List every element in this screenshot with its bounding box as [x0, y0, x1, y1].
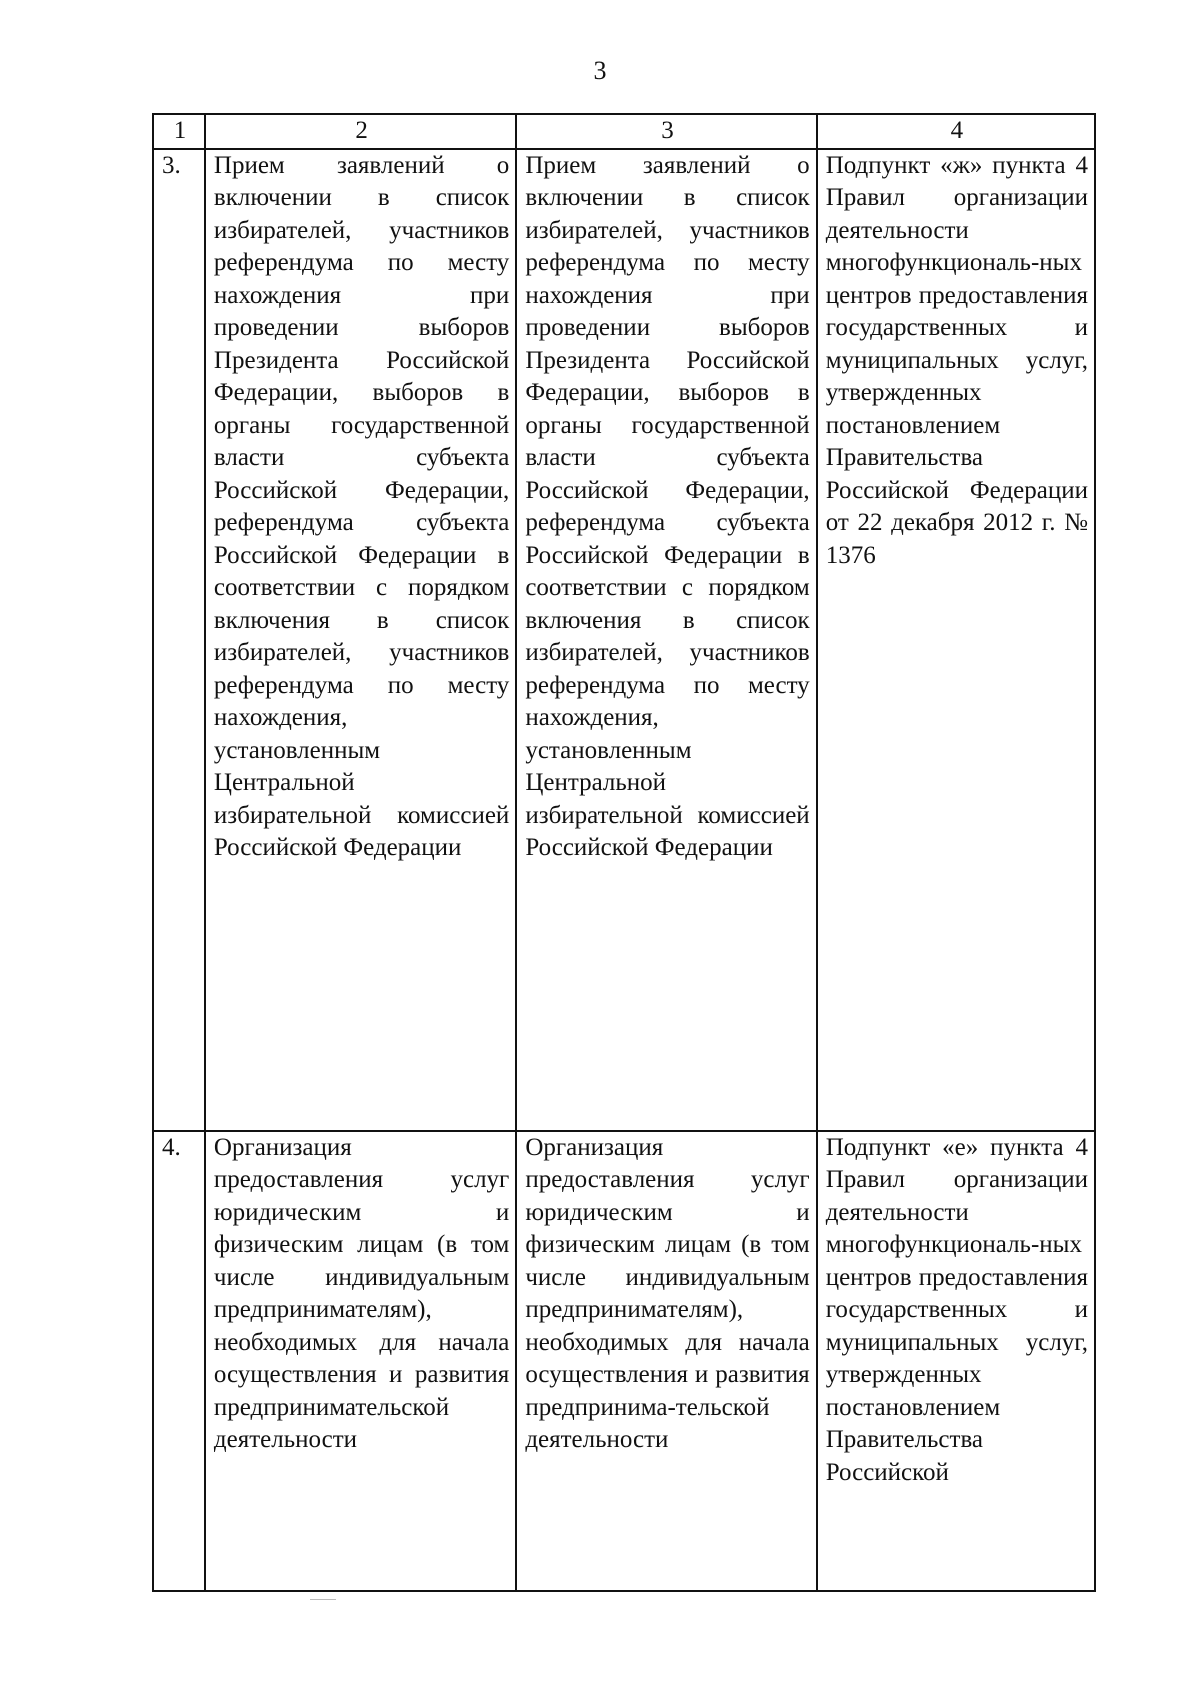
service-name-cell: Прием заявлений о включении в список избирателей, участников референдума по месту нахождения при проведении выборов Президента Российской Федерации, выборов в органы государственной власти субъекта Российской Федерации, референдума субъекта Российской Федерации в соответствии с порядком включения в список избирателей, участников референдума по месту нахождения, установленным Центральной избирательной комиссией Российской Федерации	[205, 149, 516, 1131]
legal-basis-cell: Подпункт «ж» пункта 4 Правил организации деятельности многофункциональ-ных центров предоставления государственных и муниципальных услуг, утвержденных постановлением Правительства Российской Федерации от 22 декабря 2012 г. № 1376	[817, 149, 1095, 1131]
row-number: 4.	[153, 1131, 205, 1591]
header-col-2: 2	[205, 114, 516, 149]
service-description-cell: Организация предоставления услуг юридическим и физическим лицам (в том числе индивидуальным предпринимателям), необходимых для начала осуществления и развития предпринима-тельской деятельности	[516, 1131, 816, 1591]
table-header-row	[153, 114, 1095, 149]
services-table	[152, 113, 1096, 1592]
table-row	[153, 149, 1095, 1131]
scan-artifact	[310, 1599, 336, 1600]
header-col-3: 3	[516, 114, 816, 149]
row-number: 3.	[153, 149, 205, 1131]
table-row	[153, 1131, 1095, 1591]
header-col-4: 4	[817, 114, 1095, 149]
page-number: 3	[593, 56, 607, 85]
header-col-1: 1	[153, 114, 205, 149]
service-name-cell: Организация предоставления услуг юридическим и физическим лицам (в том числе индивидуальным предпринимателям), необходимых для начала осуществления и развития предпринимательской деятельности	[205, 1131, 516, 1591]
legal-basis-cell: Подпункт «е» пункта 4 Правил организации деятельности многофункциональ-ных центров предоставления государственных и муниципальных услуг, утвержденных постановлением Правительства Российской	[817, 1131, 1095, 1591]
service-description-cell: Прием заявлений о включении в список избирателей, участников референдума по месту нахождения при проведении выборов Президента Российской Федерации, выборов в органы государственной власти субъекта Российской Федерации, референдума субъекта Российской Федерации в соответствии с порядком включения в список избирателей, участников референдума по месту нахождения, установленным Центральной избирательной комиссией Российской Федерации	[516, 149, 816, 1131]
